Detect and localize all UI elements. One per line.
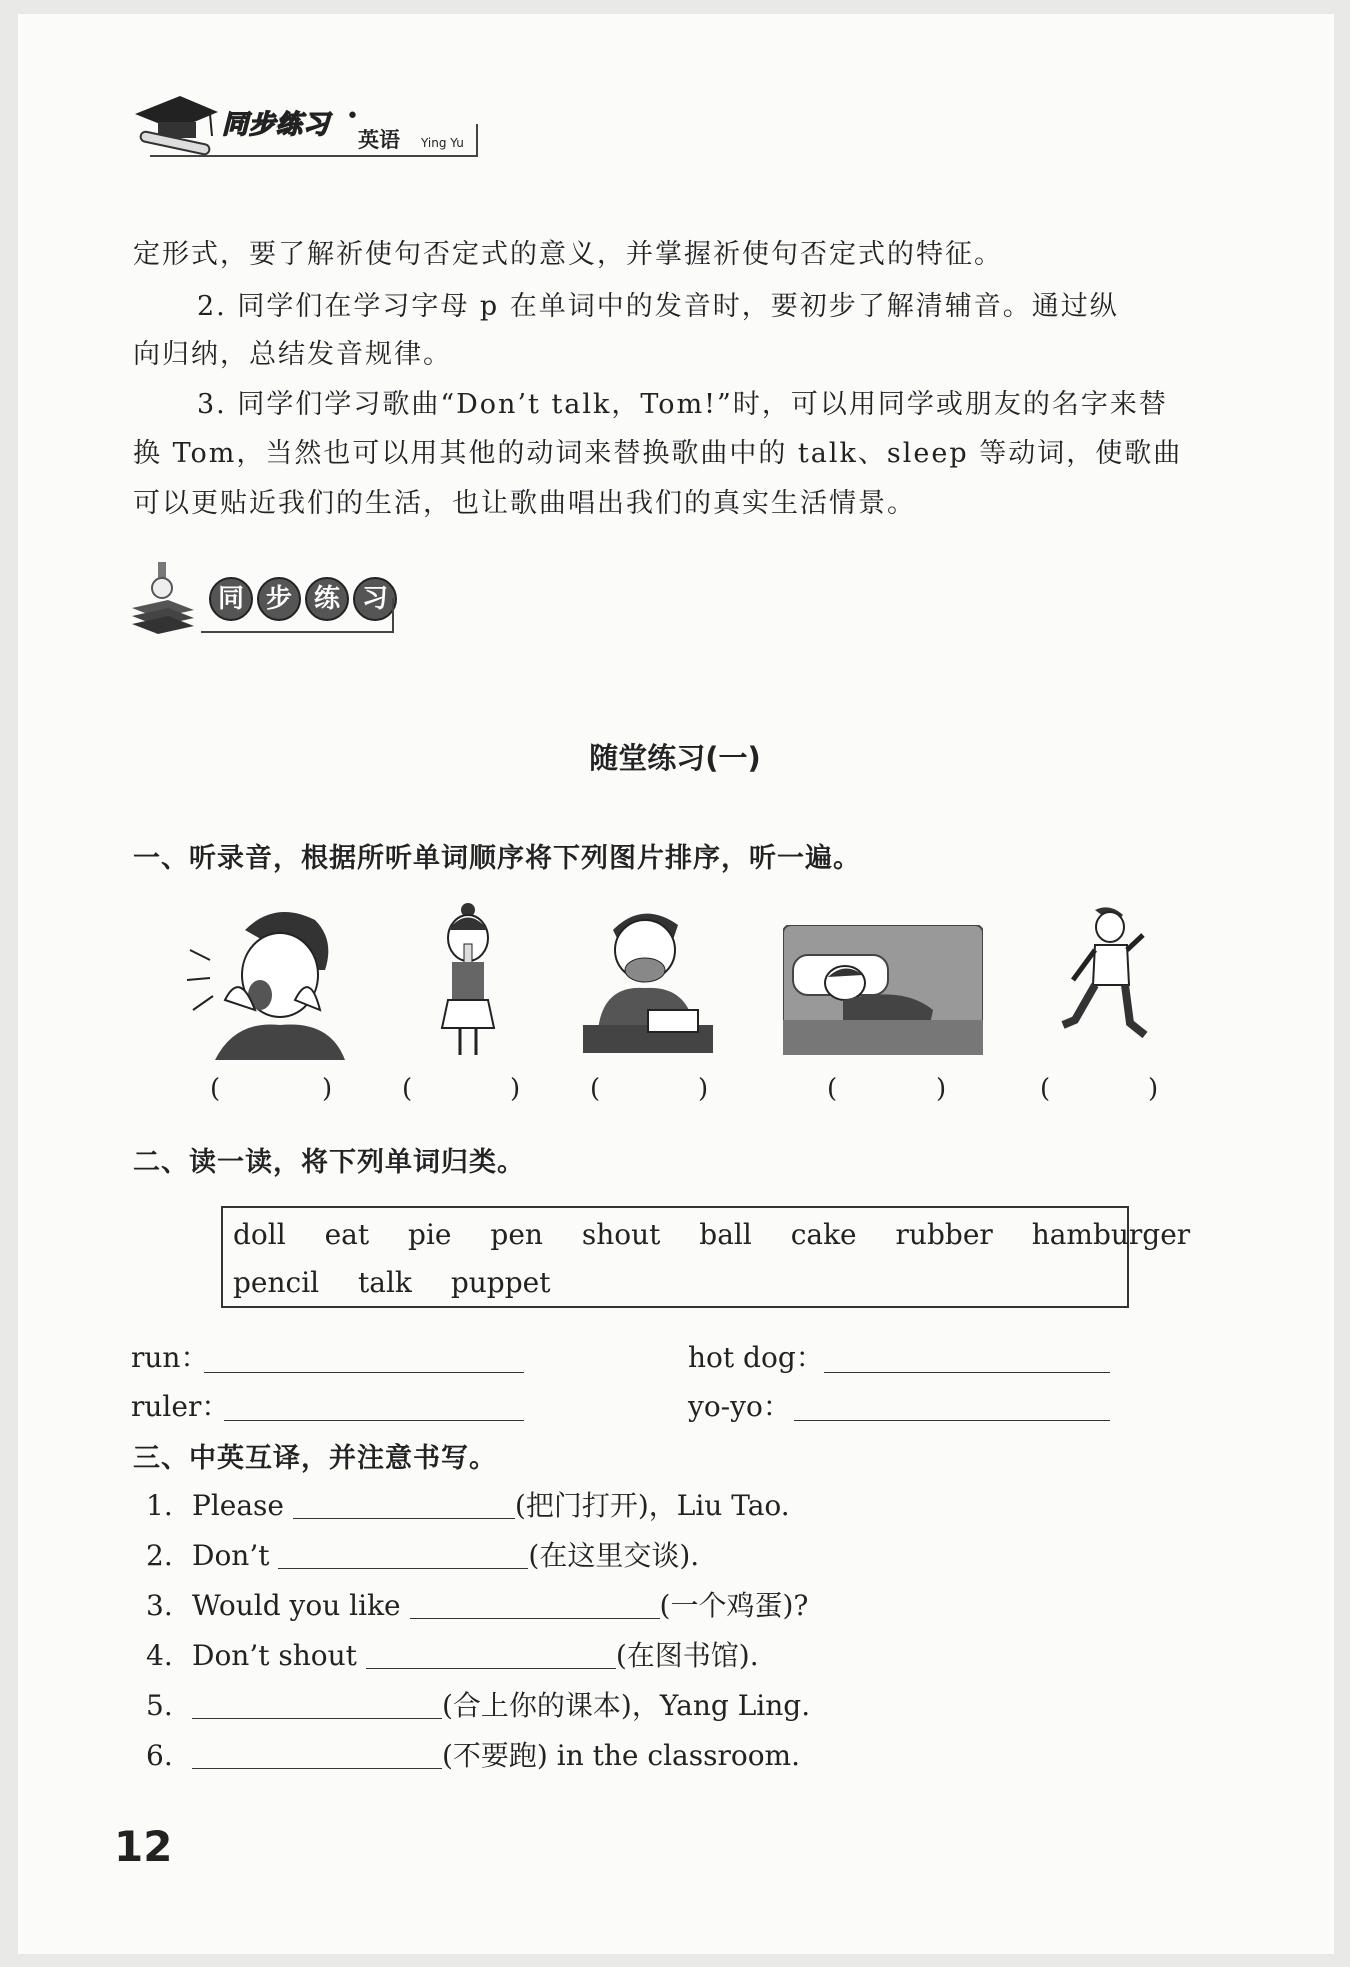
- answer-blank[interactable]: [224, 1420, 524, 1421]
- answer-blank[interactable]: [293, 1492, 515, 1519]
- exercise-title: 随堂练习(一): [589, 741, 761, 775]
- item-number: 5.: [146, 1689, 173, 1722]
- header-logo: 同步练习: [222, 110, 331, 140]
- boy-shouting-image: [185, 900, 360, 1060]
- page-number: 12: [114, 1822, 173, 1871]
- answer-blank[interactable]: [824, 1372, 1110, 1373]
- answer-blank[interactable]: [794, 1420, 1110, 1421]
- answer-paren-close: ): [698, 1074, 709, 1104]
- boy-sleeping-image: [783, 925, 983, 1055]
- word: shout: [581, 1218, 661, 1251]
- answer-blank[interactable]: [278, 1542, 528, 1569]
- answer-blank[interactable]: [192, 1692, 442, 1719]
- boy-running-image: [1055, 905, 1155, 1055]
- answer-blank[interactable]: [204, 1372, 524, 1373]
- translation-item: [146, 1684, 810, 1724]
- header-dot: •: [346, 104, 359, 129]
- word-box: [221, 1206, 1191, 1308]
- item-prompt: Please: [192, 1489, 284, 1522]
- item-number: 4.: [146, 1639, 173, 1672]
- category-label: yo-yo：: [688, 1390, 791, 1423]
- intro-p3-line2: 换 Tom，当然也可以用其他的动词来替换歌曲中的 talk、sleep 等动词，使歌曲: [133, 438, 1183, 469]
- answer-blank[interactable]: [410, 1592, 660, 1619]
- header-rule: [150, 155, 478, 157]
- answer-paren-close: ): [322, 1074, 333, 1104]
- intro-line-1: 定形式，要了解祈使句否定式的意义，并掌握祈使句否定式的特征。: [133, 239, 1003, 270]
- answer-paren-open: (: [827, 1074, 838, 1104]
- girl-drinking-image: [430, 900, 505, 1060]
- word: puppet: [450, 1266, 551, 1299]
- section-title: [209, 577, 397, 621]
- section-rule: [201, 631, 394, 633]
- translation-item: [146, 1534, 699, 1574]
- word: pencil: [233, 1266, 320, 1299]
- answer-paren-open: (: [1040, 1074, 1051, 1104]
- translation-item: [146, 1484, 790, 1524]
- word: rubber: [895, 1218, 993, 1251]
- intro-p2-line1: 2. 同学们在学习字母 p 在单词中的发音时，要初步了解清辅音。通过纵: [197, 291, 1119, 322]
- q1-heading: 一、听录音，根据所听单词顺序将下列图片排序，听一遍。: [133, 843, 861, 874]
- item-number: 3.: [146, 1589, 173, 1622]
- section-char: 同: [209, 577, 253, 621]
- word: pie: [408, 1218, 452, 1251]
- intro-p3-line1: 3. 同学们学习歌曲“Don’t talk，Tom!”时，可以用同学或朋友的名字来替: [197, 389, 1168, 420]
- answer-paren-open: (: [210, 1074, 221, 1104]
- section-char: 练: [305, 577, 349, 621]
- header-pinyin: Ying Yu: [421, 136, 464, 150]
- answer-paren-close: ): [936, 1074, 947, 1104]
- section-rule-end: [392, 598, 394, 633]
- item-hint: (合上你的课本)，Yang Ling.: [442, 1689, 811, 1722]
- answer-paren-close: ): [510, 1074, 521, 1104]
- item-prompt: Don’t shout: [192, 1639, 357, 1672]
- graduation-cap-icon: [130, 92, 220, 162]
- item-hint: (不要跑) in the classroom.: [442, 1739, 801, 1772]
- section-char: 步: [257, 577, 301, 621]
- word: doll: [233, 1218, 286, 1251]
- answer-paren-open: (: [590, 1074, 601, 1104]
- translation-item: [146, 1584, 808, 1624]
- answer-paren-open: (: [402, 1074, 413, 1104]
- category-label: hot dog：: [688, 1341, 824, 1374]
- intro-p2-line2: 向归纳，总结发音规律。: [133, 339, 452, 370]
- word: eat: [324, 1218, 370, 1251]
- answer-paren-close: ): [1148, 1074, 1159, 1104]
- category-label: run：: [131, 1341, 209, 1374]
- translation-item: [146, 1634, 759, 1674]
- header-subject: 英语: [358, 128, 400, 152]
- word: talk: [358, 1266, 412, 1299]
- category-label: ruler：: [131, 1390, 230, 1423]
- translation-item: [146, 1734, 800, 1774]
- books-lamp-icon: [128, 560, 198, 636]
- item-hint: (把门打开)，Liu Tao.: [514, 1489, 790, 1522]
- header-rule-end: [476, 124, 478, 157]
- item-number: 1.: [146, 1489, 173, 1522]
- word: hamburger: [1031, 1218, 1191, 1251]
- item-number: 2.: [146, 1539, 173, 1572]
- answer-blank[interactable]: [366, 1642, 616, 1669]
- item-hint: (一个鸡蛋)?: [659, 1589, 809, 1622]
- word: pen: [490, 1218, 543, 1251]
- section-char: 习: [353, 577, 397, 621]
- boy-eating-hamburger-image: [583, 900, 713, 1060]
- item-hint: (在这里交谈).: [528, 1539, 700, 1572]
- word-row-1: [233, 1218, 1190, 1251]
- word: ball: [699, 1218, 752, 1251]
- word-row-2: [233, 1266, 580, 1299]
- item-prompt: Don’t: [192, 1539, 270, 1572]
- q2-heading: 二、读一读，将下列单词归类。: [133, 1147, 525, 1178]
- word: cake: [790, 1218, 857, 1251]
- item-prompt: Would you like: [192, 1589, 401, 1622]
- answer-blank[interactable]: [192, 1742, 442, 1769]
- item-hint: (在图书馆).: [615, 1639, 759, 1672]
- intro-p3-line3: 可以更贴近我们的生活，也让歌曲唱出我们的真实生活情景。: [133, 488, 916, 519]
- q3-heading: 三、中英互译，并注意书写。: [133, 1443, 497, 1474]
- item-number: 6.: [146, 1739, 173, 1772]
